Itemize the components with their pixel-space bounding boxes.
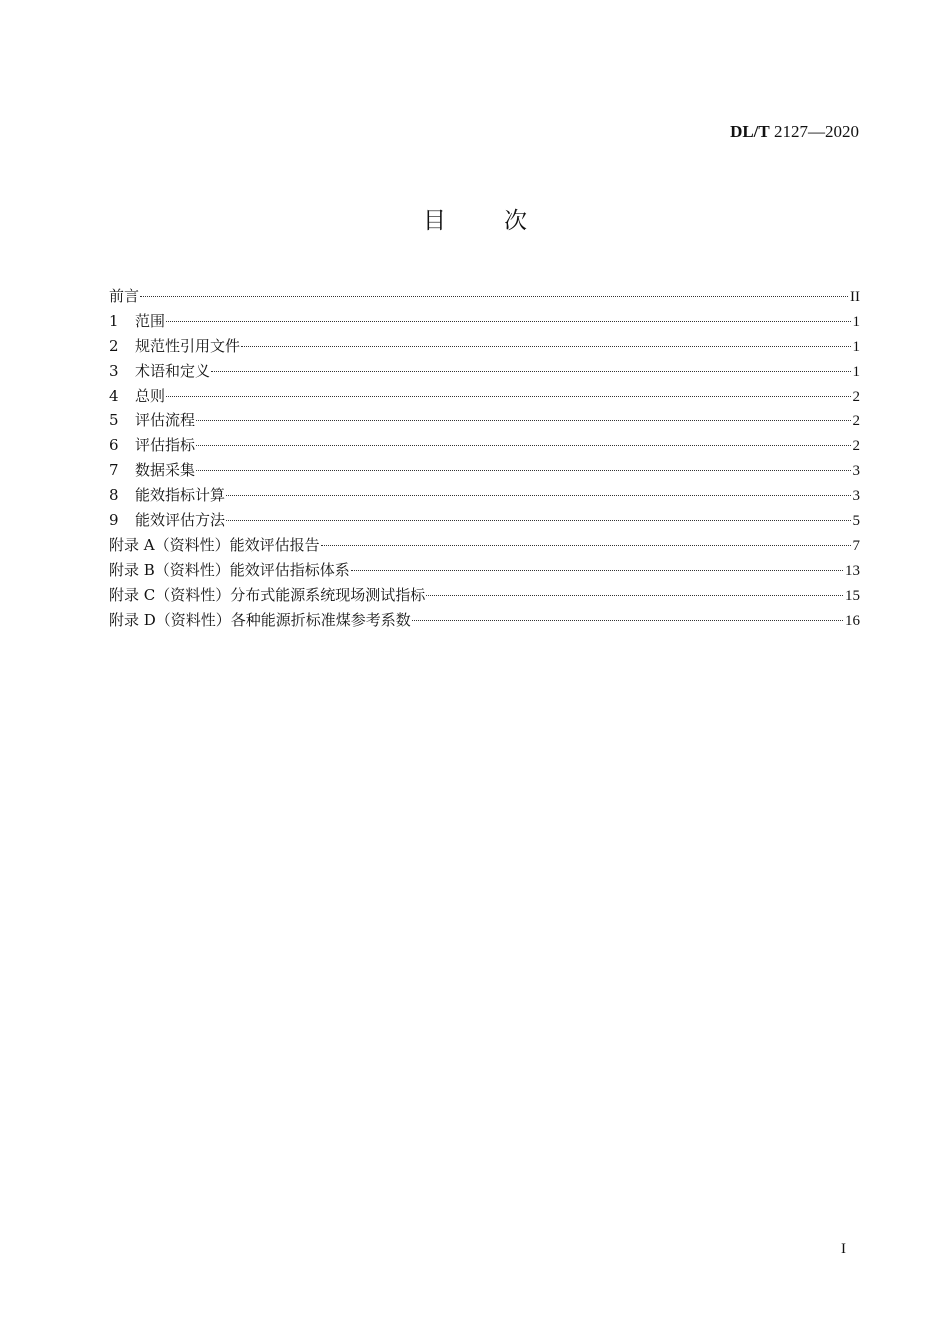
toc-entry-number: 3 [109, 361, 119, 380]
toc-entry-number: 5 [109, 411, 119, 430]
toc-leader-dots [166, 395, 850, 397]
toc-leader-dots [351, 569, 843, 571]
toc-entry-label: 能效评估方法 [135, 511, 226, 530]
toc-entry-label: 能效评估报告 [229, 535, 320, 554]
toc-entry-label: 范围 [135, 311, 166, 330]
toc-entry-9[interactable] [109, 508, 860, 533]
toc-entry-page: 13 [845, 562, 860, 579]
toc-entry-number: 2 [109, 336, 119, 355]
toc-entry-number: 6 [109, 436, 119, 455]
toc-leader-dots [321, 544, 851, 546]
toc-entry-page: 1 [852, 313, 860, 330]
toc-entry-number: 1 [109, 311, 119, 330]
toc-leader-dots [426, 594, 843, 596]
toc-entry-label: 规范性引用文件 [135, 336, 241, 355]
toc-leader-dots [226, 519, 850, 521]
toc-leader-dots [196, 469, 850, 471]
toc-entry-appendix-b[interactable] [109, 558, 860, 583]
toc-entry-4[interactable] [109, 384, 860, 409]
toc-entry-page: 1 [852, 363, 860, 380]
toc-entry-number: 7 [109, 461, 119, 480]
toc-entry-page: 16 [845, 612, 860, 629]
toc-entry-6[interactable] [109, 433, 860, 458]
toc-entry-label: 总则 [135, 386, 166, 405]
toc-leader-dots [196, 444, 850, 446]
toc-entry-7[interactable] [109, 458, 860, 483]
toc-title-part1: 目 [423, 208, 446, 234]
toc-entry-page: II [850, 289, 860, 305]
toc-leader-dots [211, 370, 850, 372]
toc-entry-appendix-c[interactable] [109, 583, 860, 608]
standard-code-prefix: DL/T [730, 122, 770, 141]
toc-title [0, 202, 950, 235]
toc-title-part2: 次 [504, 208, 527, 234]
toc-entry-label: 数据采集 [135, 461, 196, 480]
toc-entry-page: 15 [845, 587, 860, 604]
toc-entry-label: 术语和定义 [135, 361, 211, 380]
toc-entry-page: 2 [852, 438, 860, 455]
toc-entry-appendix-d[interactable] [109, 608, 860, 633]
toc-entry-8[interactable] [109, 483, 860, 508]
toc-entry-page: 2 [852, 413, 860, 430]
toc-entry-label: 能效评估指标体系 [229, 560, 350, 579]
toc-entry-page: 3 [852, 488, 860, 505]
toc-leader-dots [412, 619, 843, 621]
toc-entry-number: 9 [109, 511, 119, 530]
toc-entry-label: 前言 [109, 287, 140, 305]
toc-leader-dots [140, 295, 848, 297]
toc-entry-prefix: 附录 A（资料性） [109, 535, 230, 554]
toc-entry-page: 5 [852, 513, 860, 530]
standard-code [730, 122, 859, 142]
toc-entry-number: 8 [109, 486, 119, 505]
toc-entry-3[interactable] [109, 359, 860, 384]
toc-entry-label: 能效指标计算 [135, 486, 226, 505]
toc-list [109, 284, 860, 632]
page-number: I [841, 1241, 846, 1257]
toc-entry-prefix: 附录 B（资料性） [109, 560, 230, 579]
toc-entry-foreword[interactable] [109, 284, 860, 309]
toc-leader-dots [241, 345, 850, 347]
toc-entry-page: 7 [852, 537, 860, 554]
toc-entry-prefix: 附录 C（资料性） [109, 585, 231, 604]
standard-code-number: 2127—2020 [774, 122, 859, 141]
toc-entry-page: 2 [852, 388, 860, 405]
toc-entry-number: 4 [109, 386, 119, 405]
toc-entry-label: 分布式能源系统现场测试指标 [230, 585, 426, 604]
toc-entry-page: 3 [852, 463, 860, 480]
toc-entry-prefix: 附录 D（资料性） [109, 610, 231, 629]
toc-entry-2[interactable] [109, 334, 860, 359]
toc-leader-dots [196, 419, 850, 421]
toc-entry-page: 1 [852, 338, 860, 355]
toc-entry-5[interactable] [109, 408, 860, 433]
toc-entry-label: 各种能源折标准煤参考系数 [230, 610, 411, 629]
toc-entry-label: 评估流程 [135, 411, 196, 430]
toc-entry-1[interactable] [109, 309, 860, 334]
toc-leader-dots [226, 494, 850, 496]
toc-entry-appendix-a[interactable] [109, 533, 860, 558]
toc-leader-dots [166, 320, 850, 322]
toc-entry-label: 评估指标 [135, 436, 196, 455]
